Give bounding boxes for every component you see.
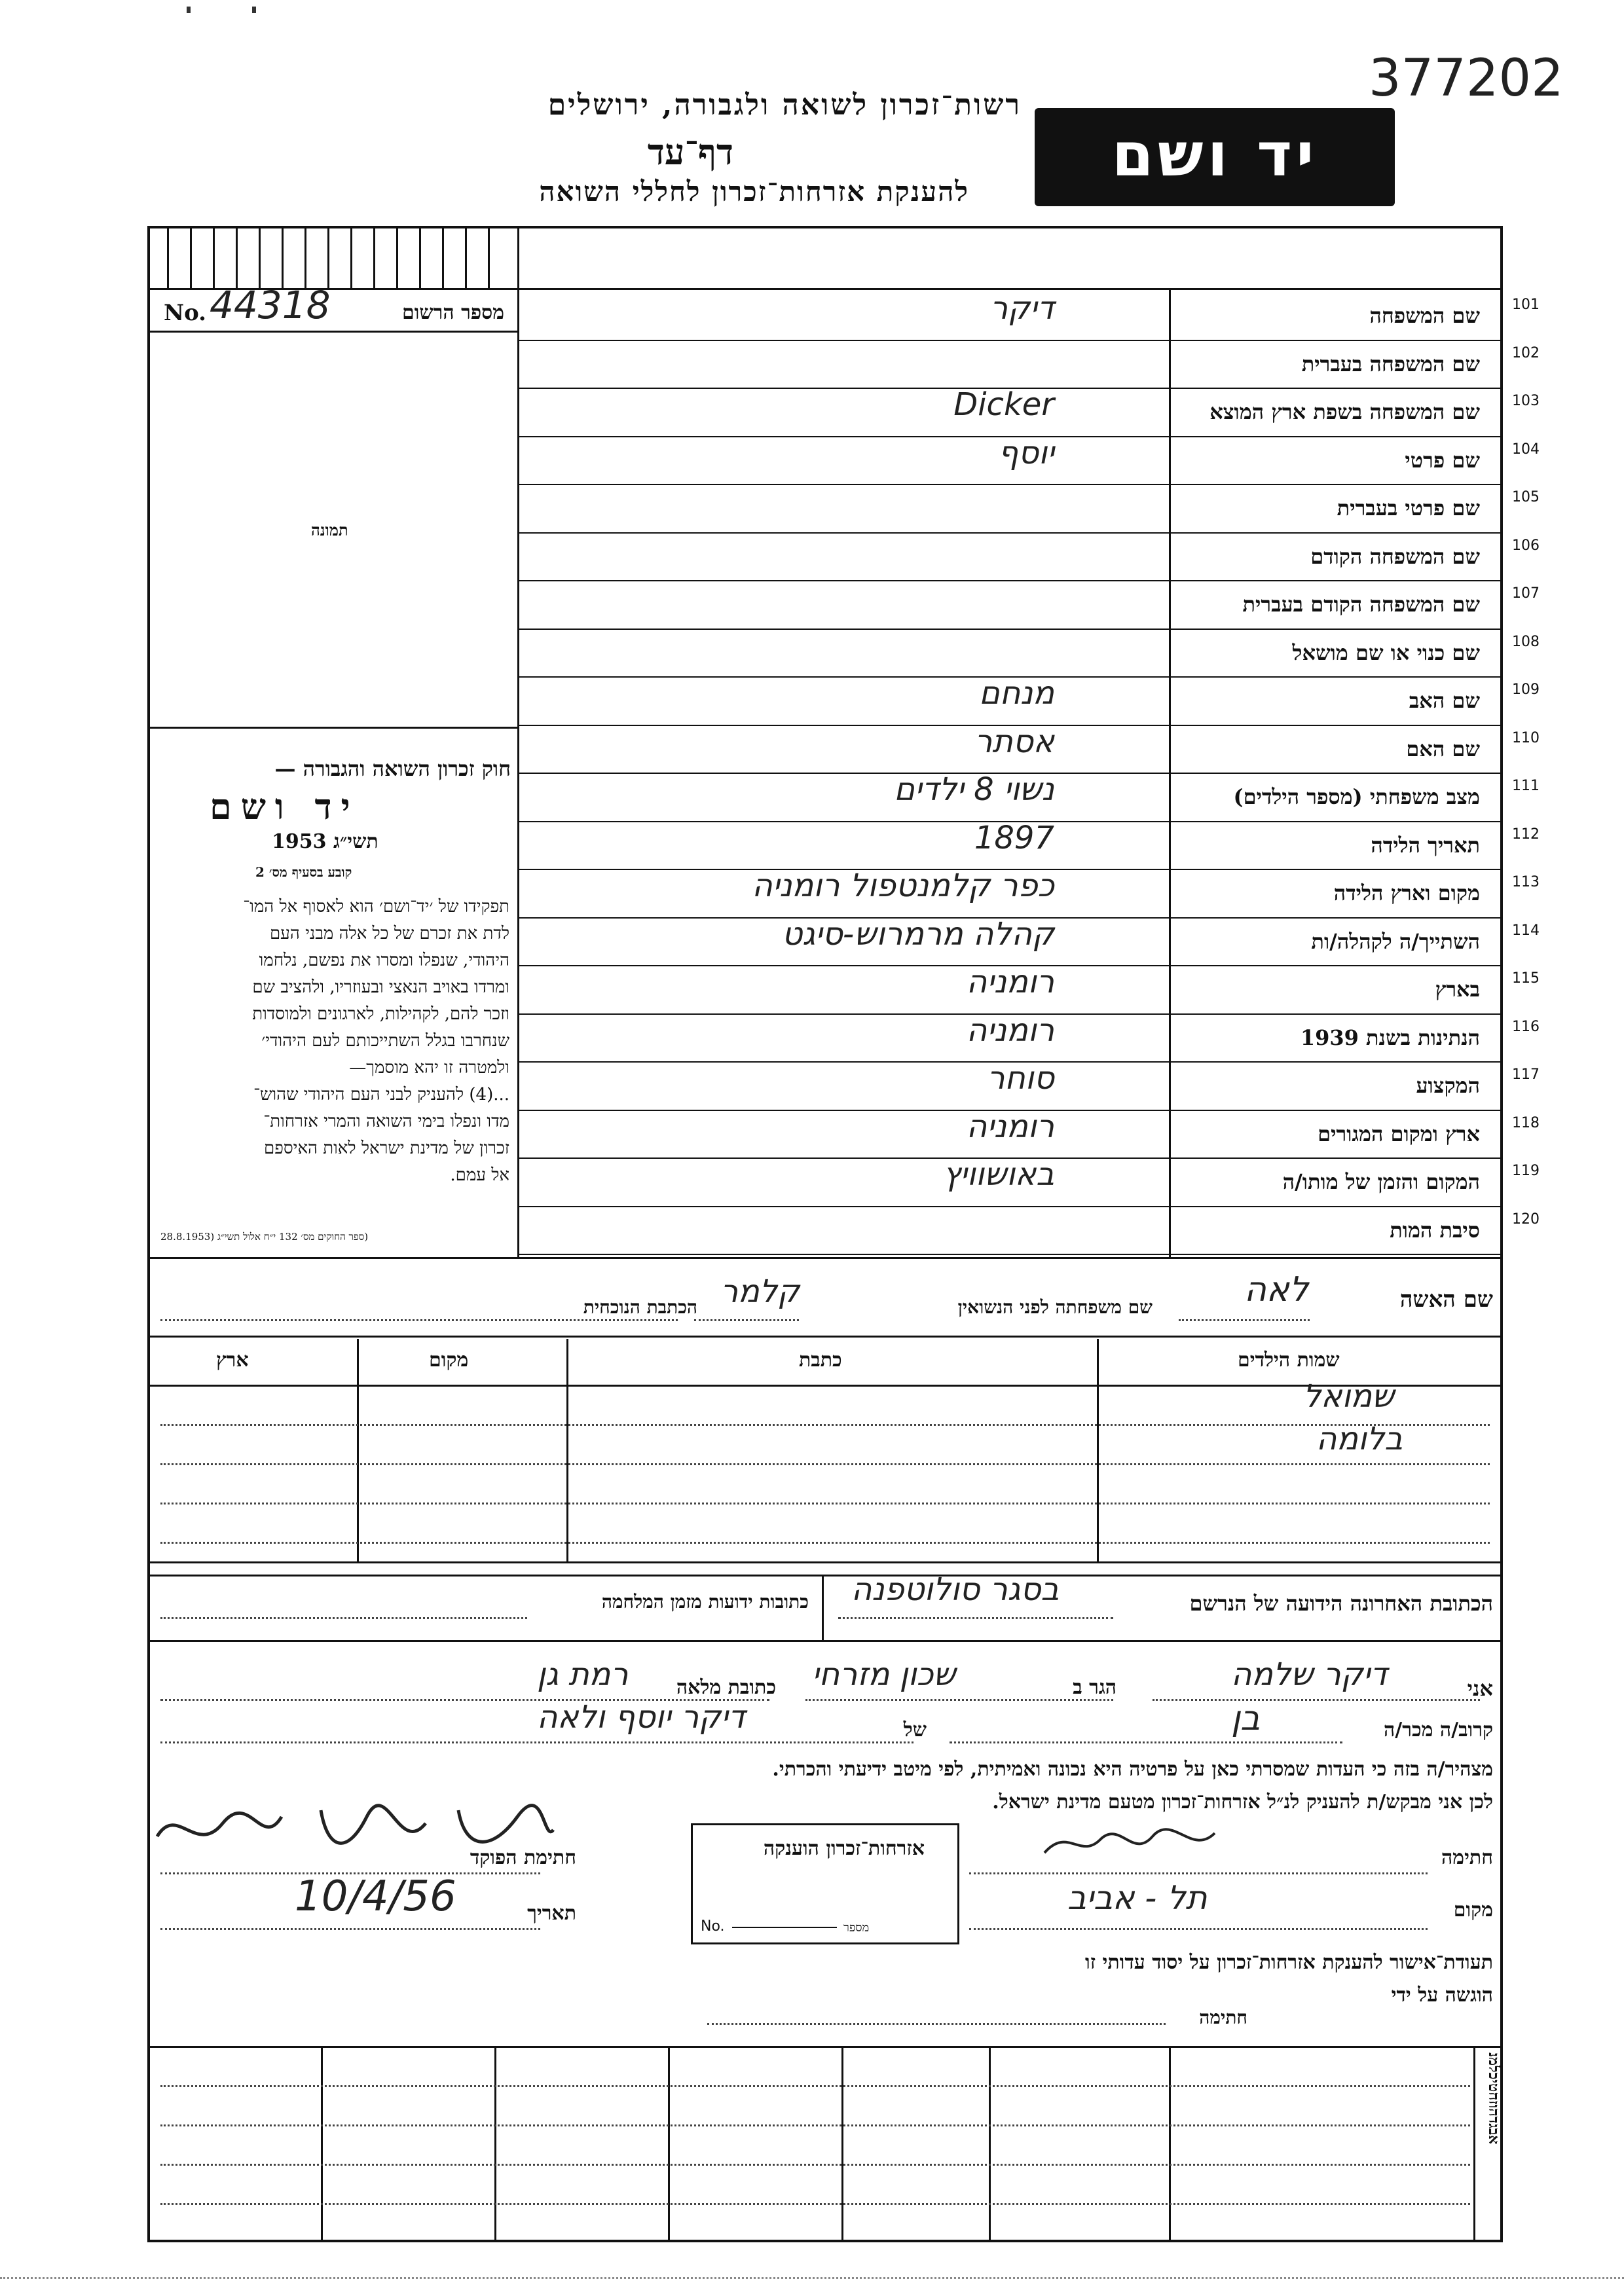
scan-mark bbox=[252, 7, 256, 13]
law-line: וזכר להם, לקהילות, לארגונים ולמוסדות bbox=[252, 1004, 509, 1024]
full-address-label: כתובת מלאה bbox=[676, 1676, 776, 1699]
declarant-signature bbox=[1041, 1820, 1218, 1866]
child-name: שמואל bbox=[1303, 1378, 1395, 1415]
field-number: 111 bbox=[1512, 778, 1540, 794]
children-header-names: שמות הילדים bbox=[1238, 1349, 1340, 1372]
field-value: כפר קלמנטפול רומניה bbox=[752, 867, 1054, 904]
child-name: בלומה bbox=[1316, 1421, 1403, 1457]
field-label: המקום והזמן של מותו/ה bbox=[1282, 1169, 1480, 1194]
field-label: שם כנוי או שם מושאל bbox=[1292, 640, 1480, 665]
law-line: לדת את זכרם של כל אלה מבני העם bbox=[269, 924, 509, 943]
field-number: 106 bbox=[1512, 537, 1540, 554]
field-label: הנתינות בשנת 1939 bbox=[1300, 1025, 1480, 1050]
field-label: שם המשפחה בעברית bbox=[1301, 351, 1480, 376]
date-value: 10/4/56 bbox=[295, 1872, 456, 1921]
law-title: חוק זכרון השואה והגבורה — bbox=[274, 756, 511, 781]
certificate-signature-label: חתימה bbox=[1199, 2007, 1247, 2028]
field-row-divider bbox=[519, 532, 1503, 534]
law-line: היהודי, שנפלו ומסרו את נפשם, נלחמו bbox=[259, 951, 509, 970]
law-name: יד ושם bbox=[210, 786, 360, 828]
law-year: תשי״ג 1953 bbox=[272, 830, 378, 853]
law-clause: קובע בסעיף מס׳ 2 bbox=[255, 864, 352, 880]
registration-number: 44318 bbox=[210, 283, 331, 327]
field-number: 114 bbox=[1512, 922, 1540, 939]
field-row-divider bbox=[519, 580, 1503, 581]
scan-mark bbox=[187, 7, 191, 13]
wartime-address-label: כתובות ידועות מזמן המלחמה bbox=[601, 1591, 809, 1613]
stamp-no-label: No. bbox=[701, 1918, 725, 1935]
official-signature bbox=[151, 1791, 557, 1869]
last-address-value: בסגר סולוטפנה bbox=[851, 1571, 1060, 1608]
law-line: זכרון של מדינת ישראל לאות האיספם bbox=[264, 1139, 509, 1158]
field-label: שם פרטי בעברית bbox=[1337, 496, 1480, 520]
law-line: ומרדו באויב הנאצי ובעוזריו, ולהציב שם bbox=[252, 977, 509, 997]
field-value: קהלה מרמרוש-סיגט bbox=[782, 915, 1054, 953]
field-row-divider bbox=[519, 340, 1503, 341]
field-value: באושוויץ bbox=[943, 1156, 1054, 1193]
declarant-name: דיקר שלמה bbox=[1231, 1656, 1388, 1693]
field-number: 101 bbox=[1512, 297, 1540, 313]
law-line: מדו ונפלו בימי השואה והמרי אזרחות־ bbox=[263, 1112, 509, 1131]
field-value: Dicker bbox=[953, 386, 1054, 423]
law-line: ...(4) להעניק לבני העם היהודי שהוש־ bbox=[253, 1085, 509, 1104]
place-label: מקום bbox=[1453, 1899, 1493, 1922]
field-label: שם האם bbox=[1406, 736, 1480, 761]
children-header-address: כתבת bbox=[799, 1349, 842, 1372]
field-value: דיקר bbox=[989, 290, 1054, 327]
living-in-label: הגר ב bbox=[1073, 1676, 1116, 1699]
archive-number: 377202 bbox=[1369, 49, 1564, 108]
field-value: מנחם bbox=[978, 675, 1054, 712]
field-label: מקום וארץ הלידה bbox=[1333, 881, 1480, 905]
official-signature-label: חתימת הפוקד bbox=[470, 1846, 576, 1869]
field-value: נשוי 8 ילדים bbox=[894, 771, 1054, 808]
scan-edge bbox=[0, 2277, 1624, 2279]
field-label: המקצוע bbox=[1416, 1073, 1480, 1098]
field-label: ארץ ומקום המגורים bbox=[1318, 1121, 1480, 1146]
logo-text: יד ושם bbox=[1111, 120, 1318, 190]
footer-side-letters: אבגדהוזחטיכלמנ bbox=[1485, 2052, 1502, 2145]
certificate-submitted-by: הוגשה על ידי bbox=[1391, 1984, 1493, 2007]
field-label: שם המשפחה bbox=[1369, 303, 1480, 328]
field-label: שם המשפחה הקודם bbox=[1310, 543, 1480, 569]
field-row-divider bbox=[519, 1206, 1503, 1207]
field-value: יוסף bbox=[998, 434, 1054, 471]
declaration-request: לכן אני מבקש/ת להעניק לנ״ל אזרחות־זכרון מטעם מדינת ישראל. bbox=[992, 1791, 1493, 1813]
wife-maiden-name: קלמר bbox=[720, 1273, 800, 1310]
field-number: 116 bbox=[1512, 1018, 1540, 1035]
field-value: סוחר bbox=[987, 1060, 1054, 1097]
law-line: ולמטרה זו יהא מוסמך— bbox=[349, 1058, 509, 1078]
field-label: שם המשפחה הקודם בעברית bbox=[1242, 592, 1480, 617]
field-row-divider bbox=[519, 484, 1503, 485]
signature-label: חתימה bbox=[1441, 1846, 1493, 1869]
field-value: רומניה bbox=[966, 964, 1054, 1000]
field-label: שם המשפחה בשפת ארץ המוצא bbox=[1209, 399, 1480, 424]
field-number: 118 bbox=[1512, 1114, 1540, 1131]
stamp-number-label: מספר bbox=[843, 1921, 870, 1935]
field-number: 105 bbox=[1512, 489, 1540, 505]
form-subtitle: להענקת אזרחות־זכרון לחללי השואה bbox=[539, 175, 969, 208]
relation-label: קרוב/ה מכר/ה bbox=[1384, 1719, 1493, 1741]
law-line: תפקידו של ׳יד־ושם׳ הוא לאסוף אל המו־ bbox=[243, 897, 509, 917]
field-label: שם פרטי bbox=[1405, 447, 1480, 473]
yad-vashem-logo bbox=[1035, 108, 1395, 206]
authority-title: רשות־זכרון לשואה ולגבורה, ירושלים bbox=[547, 88, 1022, 122]
relation-value: בן bbox=[1231, 1699, 1261, 1738]
wife-name: לאה bbox=[1244, 1270, 1309, 1309]
stamp-title: אזרחות־זכרון הוענקה bbox=[763, 1837, 925, 1860]
field-number: 102 bbox=[1512, 344, 1540, 361]
field-label: בארץ bbox=[1435, 977, 1480, 1002]
field-number: 109 bbox=[1512, 682, 1540, 698]
field-number: 108 bbox=[1512, 633, 1540, 650]
field-number: 113 bbox=[1512, 874, 1540, 890]
field-value: 1897 bbox=[974, 819, 1054, 856]
wife-address-label: הכתבת הנוכחית bbox=[583, 1296, 697, 1318]
registration-label: מספר הרשום bbox=[402, 301, 504, 324]
field-number: 112 bbox=[1512, 826, 1540, 843]
field-number: 119 bbox=[1512, 1163, 1540, 1179]
children-header-country: ארץ bbox=[216, 1349, 249, 1372]
field-number: 117 bbox=[1512, 1066, 1540, 1083]
wife-label: שם האשה bbox=[1399, 1286, 1493, 1313]
full-address-value: רמת גן bbox=[537, 1656, 629, 1693]
field-row-divider bbox=[519, 1254, 1503, 1255]
field-number: 103 bbox=[1512, 393, 1540, 409]
law-line: אל עמם. bbox=[450, 1165, 509, 1185]
date-label: תאריך bbox=[527, 1902, 576, 1925]
law-line: שנחרבו בגלל השתייכותם לעם היהודי׳ bbox=[261, 1031, 509, 1051]
field-number: 110 bbox=[1512, 729, 1540, 746]
living-in-value: שכון מזרחי bbox=[812, 1656, 956, 1693]
citizenship-stamp-box bbox=[691, 1823, 959, 1944]
field-number: 115 bbox=[1512, 970, 1540, 987]
place-value: תל - אביב bbox=[1067, 1879, 1208, 1917]
declaration-statement: מצהיר/ה בזה כי העדות שמסרתי כאן על פרטיה היא נכונה ואמיתית, לפי מיטב ידיעתי והכרתי. bbox=[772, 1758, 1493, 1781]
field-number: 107 bbox=[1512, 585, 1540, 602]
children-header-place: מקום bbox=[429, 1349, 469, 1372]
law-body bbox=[156, 894, 509, 1189]
registration-no-label: No. bbox=[164, 300, 206, 326]
field-value: רומניה bbox=[966, 1011, 1054, 1049]
field-row-divider bbox=[519, 629, 1503, 630]
field-number: 104 bbox=[1512, 441, 1540, 458]
certificate-line: תעודת־אישור להענקת אזרחות־זכרון על יסוד עדותי זו bbox=[1085, 1951, 1493, 1974]
form-title: דף־עד bbox=[647, 131, 733, 173]
field-value: רומניה bbox=[966, 1108, 1054, 1145]
wife-maiden-label: שם משפחתה לפני הנשואין bbox=[957, 1296, 1153, 1318]
last-address-label: הכתובת האחרונה הידועה של הנרשם bbox=[1189, 1591, 1493, 1616]
of-label: של bbox=[903, 1719, 927, 1741]
field-label: השתייך/ה לקהלה/ות bbox=[1311, 928, 1480, 954]
photo-label: תמונה bbox=[311, 520, 348, 539]
declarant-label: אני bbox=[1467, 1676, 1493, 1701]
field-label: מצב משפחתי (מספר הילדים) bbox=[1233, 784, 1480, 809]
of-value: דיקר יוסף ולאה bbox=[537, 1699, 746, 1736]
field-value: אסתר bbox=[974, 723, 1054, 760]
field-number: 120 bbox=[1512, 1211, 1540, 1228]
field-label: תאריך הלידה bbox=[1371, 832, 1480, 858]
field-label: שם האב bbox=[1409, 688, 1480, 713]
law-footnote: (ספר החוקים מס׳ 132 י״ח אלול תשי״ג (28.8.1953 bbox=[160, 1231, 369, 1243]
field-label: סיבת המות bbox=[1390, 1217, 1480, 1243]
